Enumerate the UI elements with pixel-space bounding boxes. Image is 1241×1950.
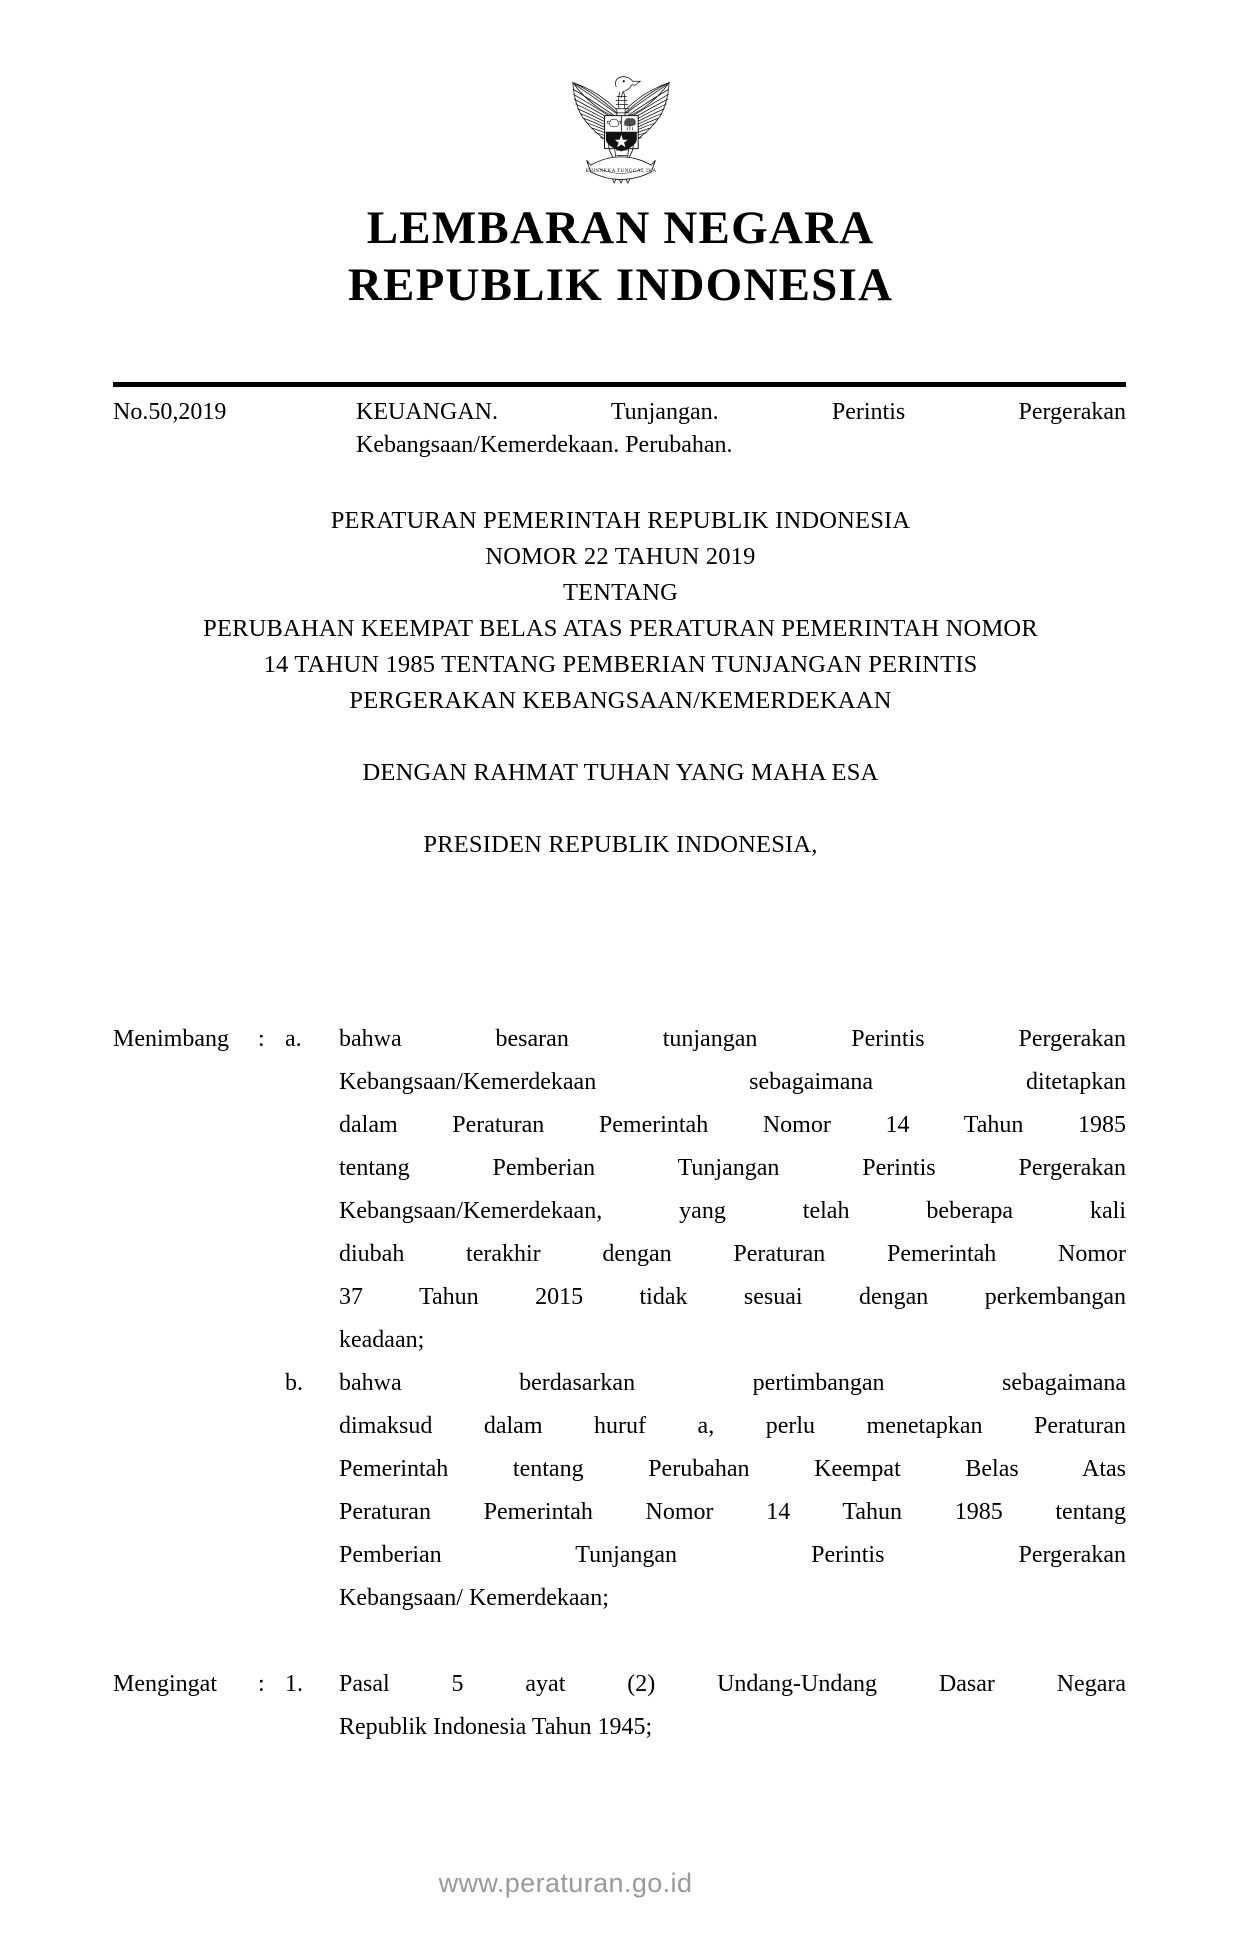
emblem-container (0, 62, 1241, 194)
title-number: NOMOR 22 TAHUN 2019 (485, 543, 756, 570)
watermark-url: www.peraturan.go.id (438, 1868, 693, 1898)
legal-basis-clause (113, 1663, 1126, 1749)
blessing-line: DENGAN RAHMAT TUHAN YANG MAHA ESA (362, 759, 879, 786)
document-number: No.50,2019 (113, 399, 227, 425)
line: tentang Pemberian Tunjangan Perintis Pergerakan (339, 1155, 1126, 1181)
line: Pasal 5 ayat (2) Undang-Undang Dasar Negara (339, 1671, 1126, 1697)
considerations-label: Menimbang (113, 1026, 229, 1052)
clause-spacer (113, 1620, 1126, 1663)
consideration-item-a (285, 1018, 1126, 1362)
line: dimaksud dalam huruf a, perlu menetapkan Peraturan (339, 1413, 1126, 1439)
title-subject-line-2: 14 TAHUN 1985 TENTANG PEMBERIAN TUNJANGAN PERINTIS (263, 651, 978, 678)
regulation-title-block (0, 503, 1241, 863)
title-gap-1 (0, 719, 1241, 755)
line: Kebangsaan/ Kemerdekaan; (339, 1585, 609, 1611)
line: diubah terakhir dengan Peraturan Pemerintah Nomor (339, 1241, 1126, 1267)
line: Kebangsaan/Kemerdekaan sebagaimana ditetapkan (339, 1069, 1126, 1095)
consideration-text-a (339, 1018, 1126, 1362)
legal-basis-items (285, 1663, 1126, 1749)
line: bahwa besaran tunjangan Perintis Pergerakan (339, 1026, 1126, 1052)
legal-basis-item-1 (285, 1663, 1126, 1749)
line: bahwa berdasarkan pertimbangan sebagaimana (339, 1370, 1126, 1396)
title-authority: PERATURAN PEMERINTAH REPUBLIK INDONESIA (330, 507, 911, 534)
legal-basis-label: Mengingat (113, 1671, 217, 1697)
line: Pemerintah tentang Perubahan Keempat Belas Atas (339, 1456, 1126, 1482)
subject-line-1: KEUANGAN. Tunjangan. Perintis Pergerakan (356, 399, 1126, 425)
considerations-clause (113, 1018, 1126, 1620)
line: dalam Peraturan Pemerintah Nomor 14 Tahun 1985 (339, 1112, 1126, 1138)
legal-basis-colon: : (258, 1671, 265, 1697)
line: keadaan; (339, 1327, 425, 1353)
clauses-container (113, 1018, 1126, 1749)
title-gap-2 (0, 791, 1241, 827)
title-about-label: TENTANG (562, 579, 679, 606)
line: 37 Tahun 2015 tidak sesuai dengan perkembangan (339, 1284, 1126, 1310)
president-line: PRESIDEN REPUBLIK INDONESIA, (423, 831, 818, 858)
footer (0, 1868, 1241, 1899)
svg-text:BHINNEKA TUNGGAL IKA: BHINNEKA TUNGGAL IKA (584, 168, 657, 174)
subject-line-2: Kebangsaan/Kemerdekaan. Perubahan. (356, 432, 733, 458)
legal-basis-marker-1: 1. (285, 1671, 303, 1697)
line: Pemberian Tunjangan Perintis Pergerakan (339, 1542, 1126, 1568)
masthead (0, 200, 1241, 314)
title-subject-line-1: PERUBAHAN KEEMPAT BELAS ATAS PERATURAN PEMERINTAH NOMOR (203, 615, 1038, 642)
legal-basis-text-1 (339, 1663, 1126, 1749)
line: Republik Indonesia Tahun 1945; (339, 1714, 653, 1740)
header-divider-rule (113, 382, 1126, 387)
garuda-pancasila-icon (552, 62, 690, 194)
line: Peraturan Pemerintah Nomor 14 Tahun 1985 tentang (339, 1499, 1126, 1525)
considerations-items (285, 1018, 1126, 1620)
consideration-item-b (285, 1362, 1126, 1620)
title-subject-line-3: PERGERAKAN KEBANGSAAN/KEMERDEKAAN (349, 687, 892, 714)
line: Kebangsaan/Kemerdekaan, yang telah beberapa kali (339, 1198, 1126, 1224)
masthead-line-2: REPUBLIK INDONESIA (347, 259, 894, 311)
considerations-colon: : (258, 1026, 265, 1052)
consideration-marker-b: b. (285, 1370, 303, 1396)
consideration-marker-a: a. (285, 1026, 302, 1052)
consideration-text-b (339, 1362, 1126, 1620)
gazette-header-row (113, 396, 1126, 462)
masthead-line-1: LEMBARAN NEGARA (366, 202, 875, 254)
subject-keywords (356, 396, 1126, 462)
